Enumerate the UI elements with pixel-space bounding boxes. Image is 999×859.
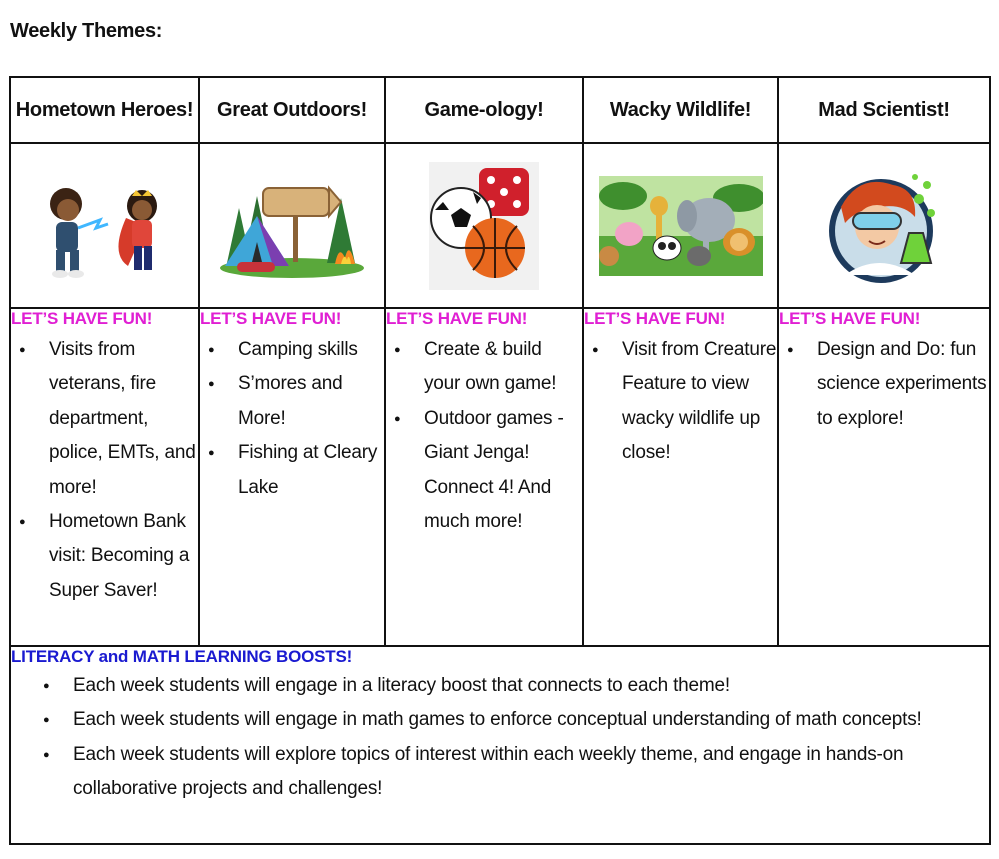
fun-label: LET’S HAVE FUN!: [11, 309, 153, 328]
activity-item: ● Create & build your own game!: [424, 333, 582, 402]
activity-item: ● Design and Do: fun science experiments to explore!: [817, 333, 989, 436]
activity-item: ● S’mores and More!: [238, 367, 384, 436]
theme-header-row: [10, 77, 990, 143]
boosts-title: LITERACY and MATH LEARNING BOOSTS!: [11, 647, 353, 666]
sports-balls-and-dice-illustration: [429, 162, 539, 290]
activity-item: ● Hometown Bank visit: Becoming a Super Saver!: [49, 505, 198, 608]
theme-title: Hometown Heroes!: [10, 77, 199, 143]
activity-list: [386, 333, 582, 539]
activity-list: [200, 333, 384, 505]
camping-scene-illustration: [217, 168, 367, 283]
theme-image-cell: [10, 143, 199, 308]
theme-activities-cell: [10, 308, 199, 646]
activity-item: ● Fishing at Cleary Lake: [238, 436, 384, 505]
activity-item: ● Visit from Creature Feature to view wacky wildlife up close!: [622, 333, 777, 471]
fun-label: LET’S HAVE FUN!: [584, 309, 726, 328]
theme-image-row: [10, 143, 990, 308]
theme-activities-cell: [583, 308, 778, 646]
theme-title: Great Outdoors!: [199, 77, 385, 143]
boost-item: ● Each week students will engage in math games to enforce conceptual understanding of math concepts!: [73, 703, 989, 737]
theme-title: Wacky Wildlife!: [583, 77, 778, 143]
activity-list: [584, 333, 777, 471]
theme-image-cell: [583, 143, 778, 308]
theme-image-cell: [778, 143, 990, 308]
page-title: Weekly Themes:: [10, 20, 163, 42]
fun-label: LET’S HAVE FUN!: [386, 309, 528, 328]
fun-label: LET’S HAVE FUN!: [200, 309, 342, 328]
fun-label: LET’S HAVE FUN!: [779, 309, 921, 328]
boost-item: ● Each week students will explore topics of interest within each weekly theme, and engage in hands-on collaborative projects and challenges!: [73, 738, 989, 807]
learning-boosts-row: [10, 646, 990, 844]
theme-activities-row: [10, 308, 990, 646]
theme-activities-cell: [385, 308, 583, 646]
superhero-kids-illustration: [30, 166, 180, 286]
boost-list: [11, 669, 989, 807]
themes-table: [9, 76, 991, 845]
activity-item: ● Camping skills: [238, 333, 384, 367]
theme-activities-cell: [778, 308, 990, 646]
theme-title: Game-ology!: [385, 77, 583, 143]
activity-list: [779, 333, 989, 436]
learning-boosts-cell: [10, 646, 990, 844]
theme-image-cell: [385, 143, 583, 308]
mad-scientist-kid-illustration: [819, 163, 949, 288]
theme-title: Mad Scientist!: [778, 77, 990, 143]
theme-activities-cell: [199, 308, 385, 646]
activity-list: [11, 333, 198, 608]
activity-item: ● Visits from veterans, fire department, police, EMTs, and more!: [49, 333, 198, 505]
theme-image-cell: [199, 143, 385, 308]
boost-item: ● Each week students will engage in a literacy boost that connects to each theme!: [73, 669, 989, 703]
cartoon-animals-illustration: [599, 176, 763, 276]
activity-item: ● Outdoor games - Giant Jenga! Connect 4! And much more!: [424, 402, 582, 540]
